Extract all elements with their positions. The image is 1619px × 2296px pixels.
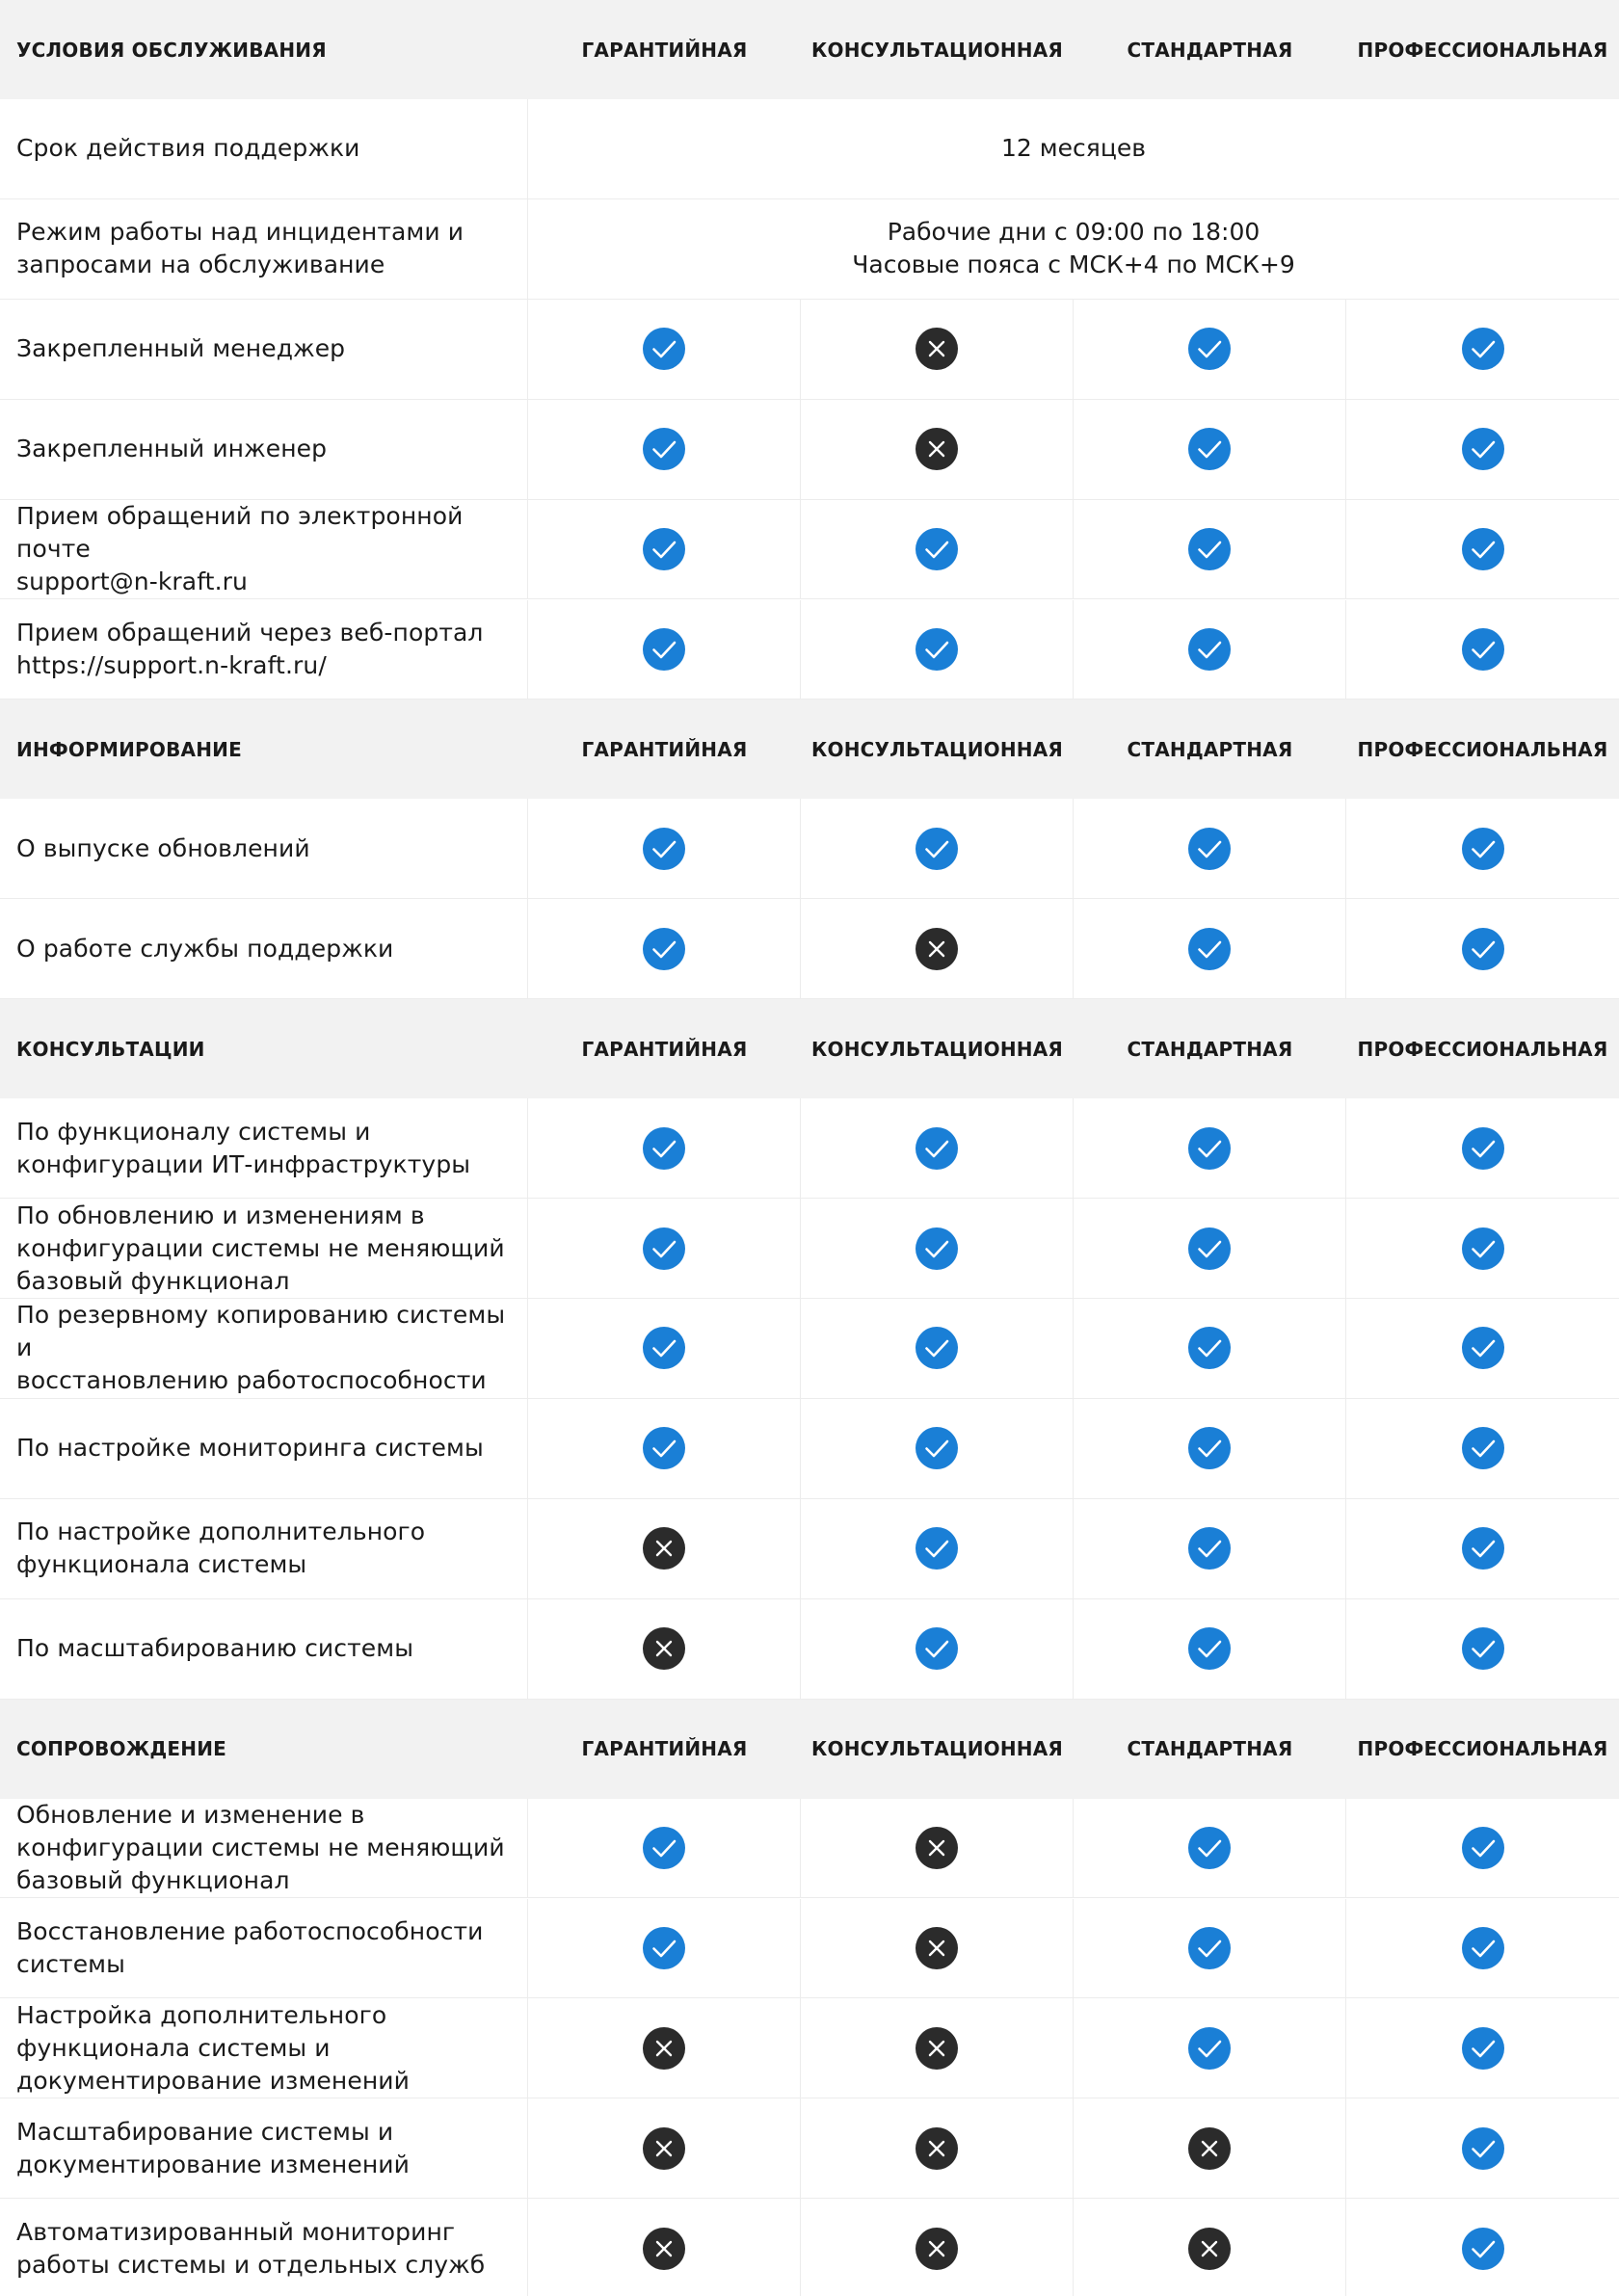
cross-circle-icon [915,2026,959,2071]
check-circle-icon [1187,527,1232,571]
row-label [0,2199,528,2296]
row-label-line: Срок действия поддержки [16,134,360,163]
plan-column-header: КОНСУЛЬТАЦИОННАЯ [810,1737,1063,1761]
check-circle-icon [915,627,959,672]
check-circle-icon [915,1426,959,1470]
plan-cell [528,400,801,499]
cross-circle-icon [1187,2126,1232,2171]
row-label [0,199,528,299]
plan-column-header: КОНСУЛЬТАЦИОННАЯ [810,737,1063,761]
check-circle-icon [1187,827,1232,871]
check-circle-icon [1461,1126,1505,1171]
row-label [0,1499,528,1598]
section-header [0,699,1619,799]
cross-circle-icon [642,2026,686,2071]
row-label-line: восстановлению работоспособности [16,1366,487,1395]
plan-cell [1074,300,1346,399]
plan-cell [1074,899,1346,998]
row-label-line: конфигурации системы не меняющий [16,1233,505,1262]
table-row [0,1098,1619,1199]
table-row [0,1998,1619,2098]
plan-column-header: ГАРАНТИЙНАЯ [581,38,748,62]
plan-cell [801,1399,1074,1498]
plan-cell [1074,1499,1346,1598]
plan-cell [1346,1799,1619,1898]
row-label-line: Режим работы над инцидентами и [16,218,464,247]
section-title: УСЛОВИЯ ОБСЛУЖИВАНИЯ [16,38,327,62]
plan-cell [1074,500,1346,599]
plan-cell [528,600,801,699]
plan-cell [1346,899,1619,998]
plan-cell [528,2199,801,2296]
row-label-line: работы системы и отдельных служб [16,2250,486,2279]
plan-cell [528,2098,801,2198]
plan-cell [801,899,1074,998]
plan-cell [1074,1899,1346,1998]
row-value-all-plans [528,99,1619,198]
check-circle-icon [915,527,959,571]
plan-cell [1346,1098,1619,1198]
plan-cell [528,1998,801,2098]
row-label-line: документирование изменений [16,2066,410,2095]
table-row [0,500,1619,600]
plan-cell [528,1299,801,1398]
check-circle-icon [1461,1426,1505,1470]
plan-cell [801,2199,1074,2296]
table-row [0,400,1619,500]
plan-column-header: КОНСУЛЬТАЦИОННАЯ [810,38,1063,62]
cross-circle-icon [915,327,959,371]
row-label-line: О выпуске обновлений [16,833,310,862]
row-label [0,799,528,898]
check-circle-icon [1461,427,1505,471]
check-circle-icon [642,527,686,571]
plan-cell [1346,500,1619,599]
section-header [0,0,1619,99]
row-label-line: Масштабирование системы и [16,2117,394,2146]
check-circle-icon [1187,1626,1232,1671]
plan-cell [801,300,1074,399]
table-row [0,300,1619,400]
cross-circle-icon [1187,2227,1232,2271]
row-label-line: Восстановление работоспособности [16,1916,484,1945]
row-label [0,300,528,399]
plan-cell [528,1499,801,1598]
cross-circle-icon [642,1526,686,1570]
check-circle-icon [1187,1526,1232,1570]
row-label-line: По резервному копированию системы и [16,1301,506,1362]
plan-cell [528,799,801,898]
cross-circle-icon [915,427,959,471]
check-circle-icon [1187,2026,1232,2071]
plan-column-header: СТАНДАРТНАЯ [1127,1737,1293,1761]
row-label [0,600,528,699]
plan-column-header: СТАНДАРТНАЯ [1127,1037,1293,1061]
row-label [0,1199,528,1298]
row-label [0,500,528,599]
plan-cell [528,500,801,599]
plan-column-header: ПРОФЕССИОНАЛЬНАЯ [1357,1037,1608,1061]
check-circle-icon [642,627,686,672]
check-circle-icon [1461,1826,1505,1870]
plan-cell [1346,300,1619,399]
table-row [0,2098,1619,2199]
row-label [0,99,528,198]
table-row [0,2199,1619,2296]
check-circle-icon [1461,527,1505,571]
plan-cell [1346,1399,1619,1498]
plan-column-header: СТАНДАРТНАЯ [1127,38,1293,62]
row-label [0,1998,528,2098]
check-circle-icon [1187,1326,1232,1370]
cross-circle-icon [642,2227,686,2271]
check-circle-icon [1187,927,1232,971]
check-circle-icon [915,1626,959,1671]
cross-circle-icon [915,2227,959,2271]
plan-cell [1074,1799,1346,1898]
plan-cell [1346,400,1619,499]
check-circle-icon [915,1326,959,1370]
table-row [0,1899,1619,1999]
check-circle-icon [1461,2126,1505,2171]
plan-cell [1346,2098,1619,2198]
row-label-line: Прием обращений по электронной почте [16,502,464,564]
row-label-line: Обновление и изменение в [16,1801,365,1830]
row-label-line: О работе службы поддержки [16,934,394,963]
plan-cell [528,1399,801,1498]
check-circle-icon [1187,1227,1232,1271]
row-value-line: Рабочие дни с 09:00 по 18:00 [887,218,1261,247]
cross-circle-icon [915,1826,959,1870]
table-row [0,1499,1619,1599]
check-circle-icon [642,427,686,471]
row-label [0,899,528,998]
plan-cell [801,500,1074,599]
row-label-line: support@n-kraft.ru [16,567,248,596]
check-circle-icon [642,827,686,871]
check-circle-icon [642,1326,686,1370]
row-label-line: базовый функционал [16,1266,290,1295]
plan-cell [1346,1599,1619,1699]
row-label-line: По функционалу системы и [16,1117,371,1146]
check-circle-icon [642,1126,686,1171]
plan-cell [801,1799,1074,1898]
check-circle-icon [642,327,686,371]
row-value-line: 12 месяцев [1001,134,1146,163]
table-row [0,1199,1619,1299]
row-label [0,2098,528,2198]
row-label-line: функционала системы и [16,2033,331,2062]
row-label [0,400,528,499]
plan-cell [1074,799,1346,898]
check-circle-icon [642,927,686,971]
cross-circle-icon [915,2126,959,2171]
row-value-all-plans [528,199,1619,299]
plan-cell [1346,1299,1619,1398]
row-label-line: По настройке мониторинга системы [16,1434,484,1463]
check-circle-icon [1187,1926,1232,1970]
check-circle-icon [1187,1426,1232,1470]
table-row [0,1799,1619,1899]
table-row [0,1399,1619,1499]
plan-cell [801,1299,1074,1398]
row-label-line: Закрепленный инженер [16,435,328,463]
plan-cell [1074,600,1346,699]
row-label-line: По обновлению и изменениям в [16,1201,425,1229]
plan-cell [801,1199,1074,1298]
plan-cell [1074,1399,1346,1498]
row-label [0,1399,528,1498]
row-label [0,1599,528,1699]
plan-column-header: КОНСУЛЬТАЦИОННАЯ [810,1037,1063,1061]
section-header [0,1700,1619,1799]
table-row [0,1299,1619,1399]
plan-cell [528,1199,801,1298]
section-title: ИНФОРМИРОВАНИЕ [16,737,242,761]
plan-cell [1074,1098,1346,1198]
cross-circle-icon [642,1626,686,1671]
plan-cell [1346,1199,1619,1298]
check-circle-icon [1461,2227,1505,2271]
plan-cell [1346,1499,1619,1598]
plan-cell [801,1599,1074,1699]
plan-cell [528,899,801,998]
check-circle-icon [642,1826,686,1870]
plan-cell [801,2098,1074,2198]
check-circle-icon [915,1126,959,1171]
plan-cell [1074,2199,1346,2296]
plan-cell [1074,1599,1346,1699]
section-title: СОПРОВОЖДЕНИЕ [16,1737,227,1761]
row-label-line: Автоматизированный мониторинг [16,2217,456,2246]
plan-cell [528,1899,801,1998]
row-label-line: системы [16,1949,125,1978]
row-label-line: https://support.n-kraft.ru/ [16,650,327,679]
plan-column-header: ПРОФЕССИОНАЛЬНАЯ [1357,38,1608,62]
check-circle-icon [1461,1326,1505,1370]
table-row [0,899,1619,999]
table-row [0,600,1619,700]
plan-cell [1346,799,1619,898]
row-label-line: запросами на обслуживание [16,251,385,279]
cross-circle-icon [642,2126,686,2171]
check-circle-icon [1461,1227,1505,1271]
check-circle-icon [642,1426,686,1470]
plan-cell [1346,600,1619,699]
check-circle-icon [1187,1126,1232,1171]
plan-column-header: ГАРАНТИЙНАЯ [581,1737,748,1761]
row-label-line: функционала системы [16,1550,307,1579]
section-title: КОНСУЛЬТАЦИИ [16,1037,205,1061]
table-row [0,199,1619,300]
plan-cell [528,300,801,399]
plan-cell [1074,1199,1346,1298]
cross-circle-icon [915,927,959,971]
plan-cell [1074,2098,1346,2198]
check-circle-icon [1187,427,1232,471]
plan-cell [1346,1899,1619,1998]
plan-cell [801,1998,1074,2098]
row-label [0,1299,528,1398]
plan-column-header: СТАНДАРТНАЯ [1127,737,1293,761]
plan-cell [528,1799,801,1898]
check-circle-icon [642,1227,686,1271]
check-circle-icon [1187,327,1232,371]
row-label-line: По настройке дополнительного [16,1517,426,1546]
check-circle-icon [915,1227,959,1271]
table-row [0,1599,1619,1700]
plan-cell [801,400,1074,499]
row-label-line: Закрепленный менеджер [16,334,346,363]
row-label-line: документирование изменений [16,2150,410,2178]
check-circle-icon [1461,1626,1505,1671]
check-circle-icon [1461,1926,1505,1970]
row-label [0,1799,528,1898]
plan-cell [528,1599,801,1699]
plan-column-header: ГАРАНТИЙНАЯ [581,1037,748,1061]
row-label-line: конфигурации ИТ-инфраструктуры [16,1149,471,1178]
check-circle-icon [915,827,959,871]
check-circle-icon [642,1926,686,1970]
plan-column-header: ПРОФЕССИОНАЛЬНАЯ [1357,737,1608,761]
row-label [0,1899,528,1998]
plan-cell [801,1098,1074,1198]
row-label-line: По масштабированию системы [16,1634,414,1663]
table-row [0,799,1619,899]
plan-cell [1074,1998,1346,2098]
row-label [0,1098,528,1198]
plan-cell [528,1098,801,1198]
check-circle-icon [1461,327,1505,371]
row-label-line: конфигурации системы не меняющий [16,1834,505,1862]
check-circle-icon [1461,627,1505,672]
row-label-line: Настройка дополнительного [16,2000,387,2029]
check-circle-icon [1187,1826,1232,1870]
table-row [0,99,1619,199]
plan-cell [1074,400,1346,499]
cross-circle-icon [915,1926,959,1970]
section-header [0,999,1619,1098]
plan-column-header: ПРОФЕССИОНАЛЬНАЯ [1357,1737,1608,1761]
plan-cell [1346,2199,1619,2296]
check-circle-icon [1461,1526,1505,1570]
plan-cell [801,1899,1074,1998]
row-label-line: базовый функционал [16,1866,290,1895]
plan-cell [801,1499,1074,1598]
check-circle-icon [1461,927,1505,971]
row-value-line: Часовые пояса с МСК+4 по МСК+9 [852,251,1295,279]
plan-cell [1074,1299,1346,1398]
check-circle-icon [1461,2026,1505,2071]
plan-column-header: ГАРАНТИЙНАЯ [581,737,748,761]
row-label-line: Прием обращений через веб-портал [16,618,484,647]
plan-cell [801,799,1074,898]
plan-cell [1346,1998,1619,2098]
check-circle-icon [1461,827,1505,871]
check-circle-icon [915,1526,959,1570]
plan-cell [801,600,1074,699]
check-circle-icon [1187,627,1232,672]
